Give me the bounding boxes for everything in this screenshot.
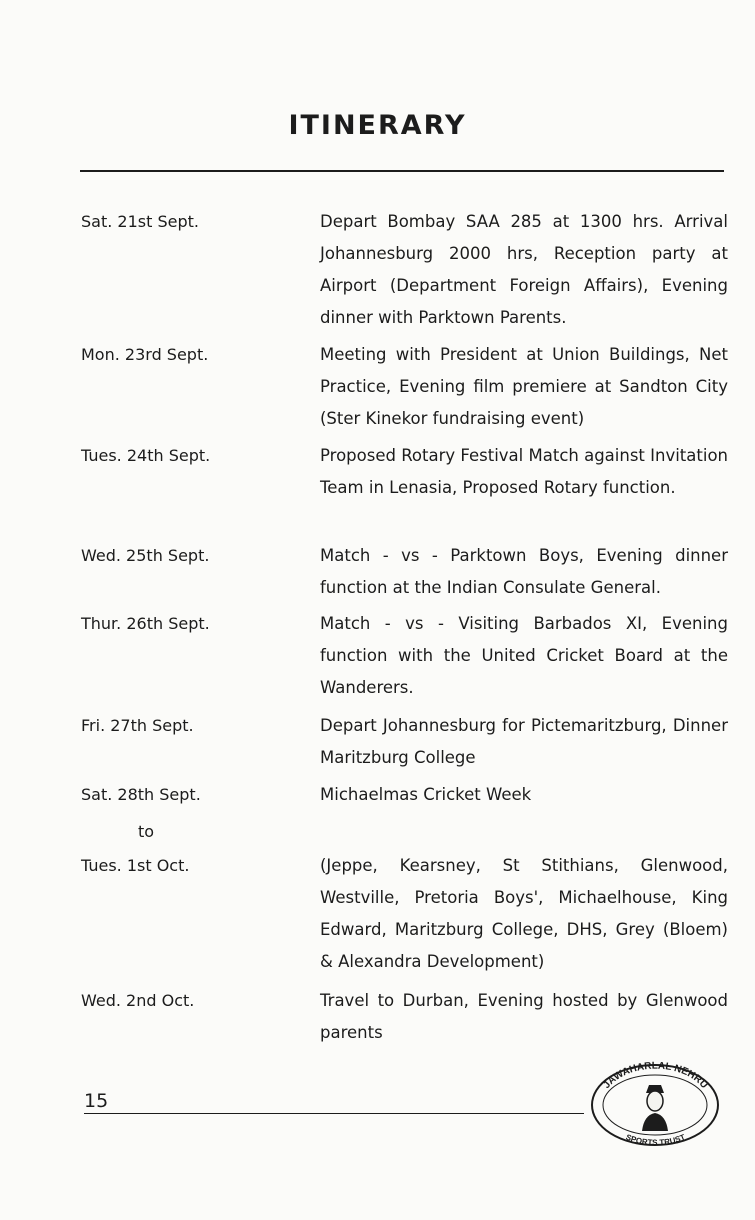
entry-date: Fri. 27th Sept. bbox=[81, 716, 194, 735]
entry-date: Wed. 2nd Oct. bbox=[81, 991, 195, 1010]
entry-date: Sat. 21st Sept. bbox=[81, 212, 199, 231]
entry-date: Tues. 24th Sept. bbox=[81, 446, 211, 465]
entry-description: Match - vs - Visiting Barbados XI, Evening function with the United Cricket Board at the Wanderers. bbox=[320, 614, 728, 697]
entry-description: Meeting with President at Union Buildings, Net Practice, Evening film premiere at Sandton City (Ster Kinekor fundraising event) bbox=[320, 345, 728, 428]
logo-text-top: JAWAHARLAL NEHRU bbox=[601, 1060, 710, 1091]
entry-description: Depart Johannesburg for Pictemaritzburg, Dinner Maritzburg College bbox=[320, 716, 728, 767]
entry-description: Travel to Durban, Evening hosted by Glenwood parents bbox=[320, 991, 728, 1042]
logo-text-bottom: SPORTS TRUST bbox=[624, 1132, 687, 1148]
nehru-sports-trust-logo bbox=[588, 1055, 723, 1150]
entry-date: Mon. 23rd Sept. bbox=[81, 345, 209, 364]
entry-date: Wed. 25th Sept. bbox=[81, 546, 210, 565]
entry-date: Sat. 28th Sept. bbox=[81, 785, 201, 804]
entry-description: Depart Bombay SAA 285 at 1300 hrs. Arrival Johannesburg 2000 hrs, Reception party at Airport (Department Foreign Affairs), Evening dinner with Parktown Parents. bbox=[320, 212, 728, 327]
entry-date: Tues. 1st Oct. bbox=[81, 856, 190, 875]
page-title: ITINERARY bbox=[288, 110, 467, 141]
title-divider bbox=[80, 170, 724, 172]
entry-date: Thur. 26th Sept. bbox=[81, 614, 210, 633]
page-number: 15 bbox=[84, 1090, 109, 1112]
entry-description: Proposed Rotary Festival Match against Invitation Team in Lenasia, Proposed Rotary function. bbox=[320, 446, 728, 497]
entry-description: Michaelmas Cricket Week bbox=[320, 785, 532, 804]
entry-description: (Jeppe, Kearsney, St Stithians, Glenwood, Westville, Pretoria Boys', Michaelhouse, King Edward, Maritzburg College, DHS, Grey (Bloem) & Alexandra Development) bbox=[320, 856, 728, 971]
footer-divider bbox=[84, 1113, 584, 1114]
entry-description: Match - vs - Parktown Boys, Evening dinner function at the Indian Consulate General. bbox=[320, 546, 728, 597]
portrait-emblem-icon bbox=[642, 1085, 668, 1131]
entry-date: to bbox=[138, 822, 155, 841]
